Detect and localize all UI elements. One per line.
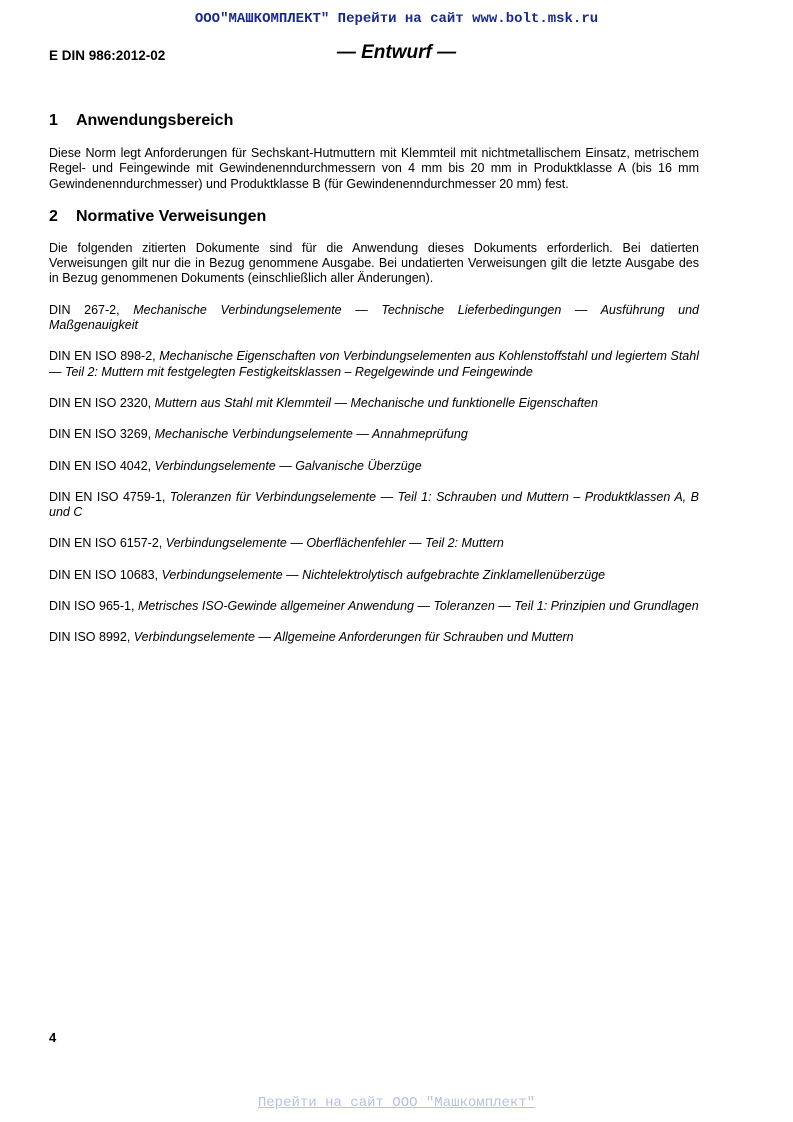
reference-item: [49, 536, 699, 551]
reference-code: DIN EN ISO 6157-2,: [49, 536, 163, 551]
section-2-heading: [49, 207, 699, 227]
section-1-paragraph: Diese Norm legt Anforderungen für Sechskant-Hutmuttern mit Klemmteil mit nichtmetallischem Einsatz, metrischem Regel- und Feingewinde mit Gewindenenndurchmessern von 4 mm bis 20 mm in Produktklasse A (bis 16 mm Gewindenenndurchmesser) und Produktklasse B (für Gewindenenndurchmesser 20 mm) fest.: [49, 146, 699, 191]
reference-code: DIN 267-2,: [49, 302, 120, 317]
document-id: E DIN 986:2012-02: [49, 48, 166, 63]
reference-title: Metrisches ISO-Gewinde allgemeiner Anwendung — Toleranzen — Teil 1: Prinzipien und Grundlagen: [137, 599, 699, 614]
page-number: 4: [49, 1030, 57, 1045]
reference-title: Mechanische Verbindungselemente — Technische Lieferbedingungen — Ausführung und Maßgenauigkeit: [49, 302, 699, 333]
draft-label: — Entwurf —: [336, 42, 457, 63]
reference-code: DIN EN ISO 3269,: [49, 427, 152, 442]
reference-title: Mechanische Verbindungselemente — Annahmeprüfung: [154, 427, 468, 442]
section-2-paragraph: Die folgenden zitierten Dokumente sind für die Anwendung dieses Dokuments erforderlich. Bei datierten Verweisungen gilt nur die in Bezug genommene Ausgabe. Bei undatierten Verweisungen gilt die letzte Ausgabe des in Bezug genommenen Dokuments (einschließlich aller Änderungen).: [49, 240, 699, 286]
section-2-number: 2: [49, 207, 58, 225]
reference-code: DIN EN ISO 4042,: [49, 458, 152, 473]
reference-title: Verbindungselemente — Galvanische Überzüge: [154, 458, 422, 473]
reference-code: DIN EN ISO 4759-1,: [49, 489, 166, 504]
reference-title: Verbindungselemente — Nichtelektrolytisch aufgebrachte Zinklamellenüberzüge: [161, 567, 606, 582]
reference-code: DIN ISO 8992,: [49, 630, 131, 645]
reference-title: Muttern aus Stahl mit Klemmteil — Mechanische und funktionelle Eigenschaften: [154, 395, 598, 410]
reference-title: Toleranzen für Verbindungselemente — Teil 1: Schrauben und Muttern – Produktklassen A, B und C: [49, 489, 699, 520]
reference-item: [49, 349, 699, 380]
reference-item: [49, 303, 699, 334]
section-1-number: 1: [49, 112, 58, 129]
document-body: [49, 111, 699, 662]
section-1-heading: [49, 111, 699, 131]
reference-item: [49, 396, 699, 411]
reference-item: [49, 630, 699, 645]
reference-code: DIN EN ISO 10683,: [49, 567, 159, 582]
reference-title: Mechanische Eigenschaften von Verbindungselementen aus Kohlenstoffstahl und legiertem Stahl — Teil 2: Muttern mit festgelegten Festigkeitsklassen – Regelgewinde und Feingewinde: [49, 349, 699, 379]
reference-code: DIN EN ISO 898-2,: [49, 349, 156, 364]
reference-code: DIN ISO 965-1,: [49, 599, 135, 614]
reference-item: [49, 427, 699, 442]
reference-item: [49, 599, 699, 614]
reference-item: [49, 568, 699, 583]
reference-title: Verbindungselemente — Allgemeine Anforderungen für Schrauben und Muttern: [133, 630, 574, 645]
reference-title: Verbindungselemente — Oberflächenfehler — Teil 2: Muttern: [165, 536, 504, 551]
reference-code: DIN EN ISO 2320,: [49, 395, 152, 410]
section-1-title: Anwendungsbereich: [76, 112, 234, 129]
section-2-title: Normative Verweisungen: [76, 207, 267, 225]
footer-link[interactable]: Перейти на сайт ООО "Машкомплект": [257, 1095, 536, 1111]
top-banner-link[interactable]: ООО"МАШКОМПЛЕКТ" Перейти на сайт www.bolt.msk.ru: [194, 11, 599, 27]
reference-item: [49, 459, 699, 474]
reference-item: [49, 490, 699, 521]
